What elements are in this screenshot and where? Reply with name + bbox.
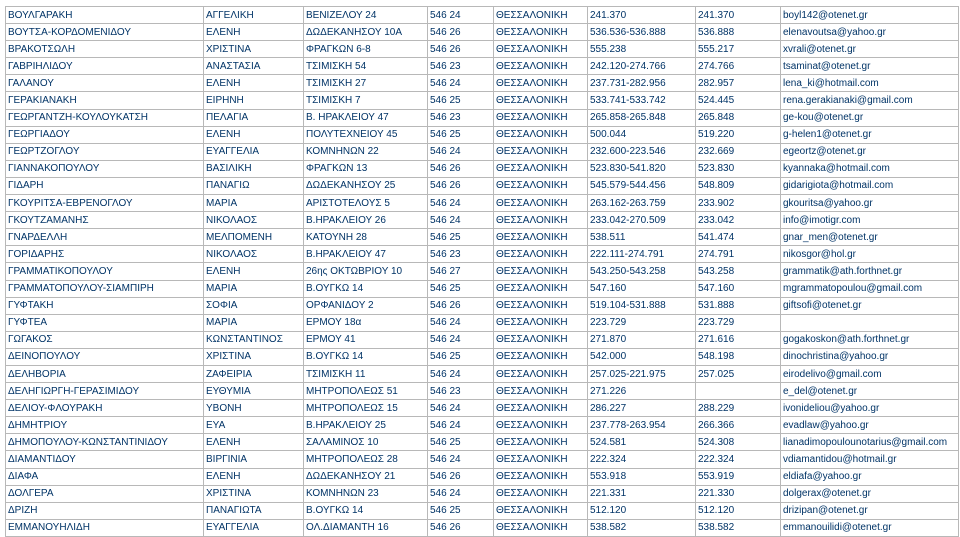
address-cell: ΟΡΦΑΝΙΔΟΥ 2: [304, 297, 428, 314]
firstname-cell: ΧΡΙΣΤΙΝΑ: [204, 41, 304, 58]
address-cell: Β.ΟΥΓΚΩ 14: [304, 502, 428, 519]
phone-cell: 523.830-541.820: [588, 160, 696, 177]
fax-cell: 538.582: [696, 519, 781, 536]
phone-cell: 545.579-544.456: [588, 177, 696, 194]
address-cell: ΣΑΛΑΜΙΝΟΣ 10: [304, 434, 428, 451]
phone-cell: 543.250-543.258: [588, 263, 696, 280]
city-cell: ΘΕΣΣΑΛΟΝΙΚΗ: [494, 75, 588, 92]
email-cell: dolgerax@otenet.gr: [781, 485, 959, 502]
email-cell: g-helen1@otenet.gr: [781, 126, 959, 143]
phone-cell: 500.044: [588, 126, 696, 143]
email-cell: emmanouilidi@otenet.gr: [781, 519, 959, 536]
table-row: [6, 58, 959, 75]
phone-cell: 223.729: [588, 314, 696, 331]
firstname-cell: ΠΑΝΑΓΙΩΤΑ: [204, 502, 304, 519]
table-row: [6, 7, 959, 24]
firstname-cell: ΕΛΕΝΗ: [204, 468, 304, 485]
table-row: [6, 160, 959, 177]
city-cell: ΘΕΣΣΑΛΟΝΙΚΗ: [494, 263, 588, 280]
phone-cell: 519.104-531.888: [588, 297, 696, 314]
phone-cell: 242.120-274.766: [588, 58, 696, 75]
firstname-cell: ΕΛΕΝΗ: [204, 263, 304, 280]
address-cell: Β.ΟΥΓΚΩ 14: [304, 280, 428, 297]
fax-cell: [696, 383, 781, 400]
firstname-cell: ΖΑΦΕΙΡΙΑ: [204, 365, 304, 382]
phone-cell: 263.162-263.759: [588, 195, 696, 212]
postcode-cell: 546 25: [428, 434, 494, 451]
address-cell: ΦΡΑΓΚΩΝ 13: [304, 160, 428, 177]
city-cell: ΘΕΣΣΑΛΟΝΙΚΗ: [494, 195, 588, 212]
phone-cell: 524.581: [588, 434, 696, 451]
table-row: [6, 417, 959, 434]
firstname-cell: ΠΑΝΑΓΙΩ: [204, 177, 304, 194]
email-cell: gkouritsa@yahoo.gr: [781, 195, 959, 212]
fax-cell: 524.308: [696, 434, 781, 451]
postcode-cell: 546 24: [428, 143, 494, 160]
email-cell: egeortz@otenet.gr: [781, 143, 959, 160]
address-cell: ΦΡΑΓΚΩΝ 6-8: [304, 41, 428, 58]
phone-cell: 221.331: [588, 485, 696, 502]
address-cell: ΟΛ.ΔΙΑΜΑΝΤΗ 16: [304, 519, 428, 536]
address-cell: ΕΡΜΟΥ 41: [304, 331, 428, 348]
postcode-cell: 546 24: [428, 331, 494, 348]
firstname-cell: ΣΟΦΙΑ: [204, 297, 304, 314]
postcode-cell: 546 26: [428, 160, 494, 177]
postcode-cell: 546 24: [428, 400, 494, 417]
city-cell: ΘΕΣΣΑΛΟΝΙΚΗ: [494, 297, 588, 314]
city-cell: ΘΕΣΣΑΛΟΝΙΚΗ: [494, 502, 588, 519]
firstname-cell: ΕΥΑ: [204, 417, 304, 434]
table-row: [6, 297, 959, 314]
address-cell: ΔΩΔΕΚΑΝΗΣΟΥ 21: [304, 468, 428, 485]
fax-cell: 265.848: [696, 109, 781, 126]
fax-cell: 232.669: [696, 143, 781, 160]
city-cell: ΘΕΣΣΑΛΟΝΙΚΗ: [494, 348, 588, 365]
surname-cell: ΓΩΓΑΚΟΣ: [6, 331, 204, 348]
postcode-cell: 546 23: [428, 246, 494, 263]
table-row: [6, 195, 959, 212]
postcode-cell: 546 24: [428, 314, 494, 331]
fax-cell: 233.902: [696, 195, 781, 212]
phone-cell: 233.042-270.509: [588, 212, 696, 229]
fax-cell: 274.766: [696, 58, 781, 75]
surname-cell: ΔΕΙΝΟΠΟΥΛΟΥ: [6, 348, 204, 365]
city-cell: ΘΕΣΣΑΛΟΝΙΚΗ: [494, 434, 588, 451]
table-row: [6, 434, 959, 451]
firstname-cell: ΧΡΙΣΤΙΝΑ: [204, 348, 304, 365]
directory-table: [5, 6, 959, 537]
surname-cell: ΔΙΑΜΑΝΤΙΔΟΥ: [6, 451, 204, 468]
fax-cell: 512.120: [696, 502, 781, 519]
fax-cell: 257.025: [696, 365, 781, 382]
postcode-cell: 546 26: [428, 24, 494, 41]
firstname-cell: ΑΝΑΣΤΑΣΙΑ: [204, 58, 304, 75]
fax-cell: 548.198: [696, 348, 781, 365]
table-row: [6, 246, 959, 263]
address-cell: ΜΗΤΡΟΠΟΛΕΩΣ 51: [304, 383, 428, 400]
address-cell: Β.ΟΥΓΚΩ 14: [304, 348, 428, 365]
address-cell: ΚΑΤΟΥΝΗ 28: [304, 229, 428, 246]
phone-cell: 232.600-223.546: [588, 143, 696, 160]
postcode-cell: 546 25: [428, 229, 494, 246]
city-cell: ΘΕΣΣΑΛΟΝΙΚΗ: [494, 417, 588, 434]
email-cell: e_del@otenet.gr: [781, 383, 959, 400]
firstname-cell: ΕΛΕΝΗ: [204, 24, 304, 41]
phone-cell: 265.858-265.848: [588, 109, 696, 126]
firstname-cell: ΜΑΡΙΑ: [204, 280, 304, 297]
email-cell: eldiafa@yahoo.gr: [781, 468, 959, 485]
surname-cell: ΓΥΦΤΑΚΗ: [6, 297, 204, 314]
surname-cell: ΒΟΥΤΣΑ-ΚΟΡΔΟΜΕΝΙΔΟΥ: [6, 24, 204, 41]
phone-cell: 538.511: [588, 229, 696, 246]
address-cell: Β. ΗΡΑΚΛΕΙΟΥ 47: [304, 109, 428, 126]
firstname-cell: ΕΥΑΓΓΕΛΙΑ: [204, 143, 304, 160]
surname-cell: ΔΕΛΙΟΥ-ΦΛΟΥΡΑΚΗ: [6, 400, 204, 417]
fax-cell: 271.616: [696, 331, 781, 348]
city-cell: ΘΕΣΣΑΛΟΝΙΚΗ: [494, 109, 588, 126]
fax-cell: 221.330: [696, 485, 781, 502]
surname-cell: ΓΡΑΜΜΑΤΟΠΟΥΛΟΥ-ΣΙΑΜΠΙΡΗ: [6, 280, 204, 297]
phone-cell: 547.160: [588, 280, 696, 297]
city-cell: ΘΕΣΣΑΛΟΝΙΚΗ: [494, 229, 588, 246]
surname-cell: ΓΟΡΙΔΑΡΗΣ: [6, 246, 204, 263]
email-cell: dinochristina@yahoo.gr: [781, 348, 959, 365]
email-cell: lianadimopoulounotarius@gmail.com: [781, 434, 959, 451]
city-cell: ΘΕΣΣΑΛΟΝΙΚΗ: [494, 7, 588, 24]
email-cell: ivonideliou@yahoo.gr: [781, 400, 959, 417]
email-cell: [781, 314, 959, 331]
table-row: [6, 75, 959, 92]
email-cell: rena.gerakianaki@gmail.com: [781, 92, 959, 109]
email-cell: elenavoutsa@yahoo.gr: [781, 24, 959, 41]
address-cell: ΤΣΙΜΙΣΚΗ 11: [304, 365, 428, 382]
email-cell: tsaminat@otenet.gr: [781, 58, 959, 75]
postcode-cell: 546 25: [428, 92, 494, 109]
surname-cell: ΒΡΑΚΟΤΣΩΛΗ: [6, 41, 204, 58]
address-cell: ΔΩΔΕΚΑΝΗΣΟΥ 10Α: [304, 24, 428, 41]
phone-cell: 286.227: [588, 400, 696, 417]
table-row: [6, 468, 959, 485]
fax-cell: 282.957: [696, 75, 781, 92]
surname-cell: ΓΑΒΡΙΗΛΙΔΟΥ: [6, 58, 204, 75]
address-cell: Β.ΗΡΑΚΛΕΙΟΥ 25: [304, 417, 428, 434]
fax-cell: 524.445: [696, 92, 781, 109]
surname-cell: ΕΜΜΑΝΟΥΗΛΙΔΗ: [6, 519, 204, 536]
fax-cell: 288.229: [696, 400, 781, 417]
table-row: [6, 451, 959, 468]
city-cell: ΘΕΣΣΑΛΟΝΙΚΗ: [494, 519, 588, 536]
table-row: [6, 92, 959, 109]
firstname-cell: ΕΛΕΝΗ: [204, 75, 304, 92]
firstname-cell: ΜΑΡΙΑ: [204, 195, 304, 212]
table-row: [6, 126, 959, 143]
postcode-cell: 546 24: [428, 485, 494, 502]
table-row: [6, 229, 959, 246]
table-row: [6, 177, 959, 194]
phone-cell: 536.536-536.888: [588, 24, 696, 41]
surname-cell: ΓΥΦΤΕΑ: [6, 314, 204, 331]
surname-cell: ΓΙΑΝΝΑΚΟΠΟΥΛΟΥ: [6, 160, 204, 177]
table-row: [6, 41, 959, 58]
email-cell: info@imotigr.com: [781, 212, 959, 229]
postcode-cell: 546 26: [428, 519, 494, 536]
phone-cell: 222.324: [588, 451, 696, 468]
postcode-cell: 546 26: [428, 468, 494, 485]
postcode-cell: 546 24: [428, 212, 494, 229]
fax-cell: 223.729: [696, 314, 781, 331]
city-cell: ΘΕΣΣΑΛΟΝΙΚΗ: [494, 126, 588, 143]
email-cell: ge-kou@otenet.gr: [781, 109, 959, 126]
address-cell: ΒΕΝΙΖΕΛΟΥ 24: [304, 7, 428, 24]
table-row: [6, 365, 959, 382]
address-cell: ΕΡΜΟΥ 18α: [304, 314, 428, 331]
email-cell: eirodelivo@gmail.com: [781, 365, 959, 382]
fax-cell: 548.809: [696, 177, 781, 194]
address-cell: ΠΟΛΥΤΕΧΝΕΙΟΥ 45: [304, 126, 428, 143]
city-cell: ΘΕΣΣΑΛΟΝΙΚΗ: [494, 212, 588, 229]
fax-cell: 536.888: [696, 24, 781, 41]
fax-cell: 266.366: [696, 417, 781, 434]
surname-cell: ΔΗΜΗΤΡΙΟΥ: [6, 417, 204, 434]
surname-cell: ΓΑΛΑΝΟΥ: [6, 75, 204, 92]
phone-cell: 271.226: [588, 383, 696, 400]
postcode-cell: 546 26: [428, 297, 494, 314]
email-cell: boyl142@otenet.gr: [781, 7, 959, 24]
table-row: [6, 280, 959, 297]
firstname-cell: ΥΒΟΝΗ: [204, 400, 304, 417]
fax-cell: 523.830: [696, 160, 781, 177]
fax-cell: 222.324: [696, 451, 781, 468]
postcode-cell: 546 25: [428, 348, 494, 365]
firstname-cell: ΜΑΡΙΑ: [204, 314, 304, 331]
email-cell: vdiamantidou@hotmail.gr: [781, 451, 959, 468]
address-cell: Β.ΗΡΑΚΛΕΙΟΥ 47: [304, 246, 428, 263]
address-cell: ΔΩΔΕΚΑΝΗΣΟΥ 25: [304, 177, 428, 194]
firstname-cell: ΜΕΛΠΟΜΕΝΗ: [204, 229, 304, 246]
city-cell: ΘΕΣΣΑΛΟΝΙΚΗ: [494, 451, 588, 468]
phone-cell: 555.238: [588, 41, 696, 58]
city-cell: ΘΕΣΣΑΛΟΝΙΚΗ: [494, 331, 588, 348]
address-cell: ΜΗΤΡΟΠΟΛΕΩΣ 28: [304, 451, 428, 468]
table-row: [6, 348, 959, 365]
fax-cell: 543.258: [696, 263, 781, 280]
firstname-cell: ΝΙΚΟΛΑΟΣ: [204, 212, 304, 229]
surname-cell: ΔΟΛΓΕΡΑ: [6, 485, 204, 502]
surname-cell: ΓΕΡΑΚΙΑΝΑΚΗ: [6, 92, 204, 109]
phone-cell: 533.741-533.742: [588, 92, 696, 109]
surname-cell: ΓΕΩΡΤΖΟΓΛΟΥ: [6, 143, 204, 160]
firstname-cell: ΒΙΡΓΙΝΙΑ: [204, 451, 304, 468]
city-cell: ΘΕΣΣΑΛΟΝΙΚΗ: [494, 92, 588, 109]
phone-cell: 222.111-274.791: [588, 246, 696, 263]
surname-cell: ΔΕΛΗΓΙΩΡΓΗ-ΓΕΡΑΣΙΜΙΔΟΥ: [6, 383, 204, 400]
email-cell: nikosgor@hol.gr: [781, 246, 959, 263]
city-cell: ΘΕΣΣΑΛΟΝΙΚΗ: [494, 280, 588, 297]
city-cell: ΘΕΣΣΑΛΟΝΙΚΗ: [494, 58, 588, 75]
table-row: [6, 331, 959, 348]
firstname-cell: ΕΥΑΓΓΕΛΙΑ: [204, 519, 304, 536]
postcode-cell: 546 25: [428, 502, 494, 519]
fax-cell: 531.888: [696, 297, 781, 314]
table-row: [6, 485, 959, 502]
surname-cell: ΓΡΑΜΜΑΤΙΚΟΠΟΥΛΟΥ: [6, 263, 204, 280]
city-cell: ΘΕΣΣΑΛΟΝΙΚΗ: [494, 41, 588, 58]
phone-cell: 512.120: [588, 502, 696, 519]
fax-cell: 555.217: [696, 41, 781, 58]
phone-cell: 553.918: [588, 468, 696, 485]
city-cell: ΘΕΣΣΑΛΟΝΙΚΗ: [494, 468, 588, 485]
city-cell: ΘΕΣΣΑΛΟΝΙΚΗ: [494, 160, 588, 177]
address-cell: ΚΟΜΝΗΝΩΝ 23: [304, 485, 428, 502]
fax-cell: 274.791: [696, 246, 781, 263]
surname-cell: ΔΙΑΦΑ: [6, 468, 204, 485]
firstname-cell: ΧΡΙΣΤΙΝΑ: [204, 485, 304, 502]
fax-cell: 233.042: [696, 212, 781, 229]
fax-cell: 519.220: [696, 126, 781, 143]
address-cell: ΑΡΙΣΤΟΤΕΛΟΥΣ 5: [304, 195, 428, 212]
postcode-cell: 546 25: [428, 280, 494, 297]
firstname-cell: ΕΛΕΝΗ: [204, 434, 304, 451]
table-row: [6, 212, 959, 229]
fax-cell: 553.919: [696, 468, 781, 485]
phone-cell: 538.582: [588, 519, 696, 536]
surname-cell: ΔΕΛΗΒΟΡΙΑ: [6, 365, 204, 382]
postcode-cell: 546 24: [428, 7, 494, 24]
email-cell: giftsofi@otenet.gr: [781, 297, 959, 314]
table-row: [6, 314, 959, 331]
firstname-cell: ΝΙΚΟΛΑΟΣ: [204, 246, 304, 263]
firstname-cell: ΒΑΣΙΛΙΚΗ: [204, 160, 304, 177]
fax-cell: 241.370: [696, 7, 781, 24]
firstname-cell: ΕΥΘΥΜΙΑ: [204, 383, 304, 400]
city-cell: ΘΕΣΣΑΛΟΝΙΚΗ: [494, 365, 588, 382]
postcode-cell: 546 24: [428, 195, 494, 212]
surname-cell: ΓΚΟΥΤΖΑΜΑΝΗΣ: [6, 212, 204, 229]
address-cell: 26ης ΟΚΤΩΒΡΙΟΥ 10: [304, 263, 428, 280]
postcode-cell: 546 24: [428, 365, 494, 382]
email-cell: xvrali@otenet.gr: [781, 41, 959, 58]
surname-cell: ΔΡΙΖΗ: [6, 502, 204, 519]
table-row: [6, 143, 959, 160]
city-cell: ΘΕΣΣΑΛΟΝΙΚΗ: [494, 143, 588, 160]
address-cell: ΜΗΤΡΟΠΟΛΕΩΣ 15: [304, 400, 428, 417]
firstname-cell: ΠΕΛΑΓΙΑ: [204, 109, 304, 126]
phone-cell: 257.025-221.975: [588, 365, 696, 382]
surname-cell: ΓΕΩΡΓΙΑΔΟΥ: [6, 126, 204, 143]
fax-cell: 547.160: [696, 280, 781, 297]
email-cell: mgrammatopoulou@gmail.com: [781, 280, 959, 297]
surname-cell: ΔΗΜΟΠΟΥΛΟΥ-ΚΩΝΣΤΑΝΤΙΝΙΔΟΥ: [6, 434, 204, 451]
table-row: [6, 109, 959, 126]
postcode-cell: 546 23: [428, 383, 494, 400]
table-row: [6, 519, 959, 536]
table-body: [6, 7, 959, 537]
phone-cell: 271.870: [588, 331, 696, 348]
postcode-cell: 546 26: [428, 41, 494, 58]
address-cell: ΤΣΙΜΙΣΚΗ 27: [304, 75, 428, 92]
surname-cell: ΓΕΩΡΓΑΝΤΖΗ-ΚΟΥΛΟΥΚΑΤΣΗ: [6, 109, 204, 126]
firstname-cell: ΑΓΓΕΛΙΚΗ: [204, 7, 304, 24]
postcode-cell: 546 24: [428, 75, 494, 92]
email-cell: lena_ki@hotmail.com: [781, 75, 959, 92]
postcode-cell: 546 23: [428, 109, 494, 126]
city-cell: ΘΕΣΣΑΛΟΝΙΚΗ: [494, 314, 588, 331]
surname-cell: ΓΚΟΥΡΙΤΣΑ-ΕΒΡΕΝΟΓΛΟΥ: [6, 195, 204, 212]
address-cell: ΚΟΜΝΗΝΩΝ 22: [304, 143, 428, 160]
city-cell: ΘΕΣΣΑΛΟΝΙΚΗ: [494, 24, 588, 41]
phone-cell: 237.731-282.956: [588, 75, 696, 92]
city-cell: ΘΕΣΣΑΛΟΝΙΚΗ: [494, 177, 588, 194]
address-cell: ΤΣΙΜΙΣΚΗ 54: [304, 58, 428, 75]
email-cell: gidarigiota@hotmail.com: [781, 177, 959, 194]
table-row: [6, 383, 959, 400]
firstname-cell: ΚΩΝΣΤΑΝΤΙΝΟΣ: [204, 331, 304, 348]
firstname-cell: ΕΛΕΝΗ: [204, 126, 304, 143]
table-row: [6, 502, 959, 519]
postcode-cell: 546 23: [428, 58, 494, 75]
city-cell: ΘΕΣΣΑΛΟΝΙΚΗ: [494, 246, 588, 263]
postcode-cell: 546 26: [428, 177, 494, 194]
fax-cell: 541.474: [696, 229, 781, 246]
postcode-cell: 546 24: [428, 417, 494, 434]
email-cell: gnar_men@otenet.gr: [781, 229, 959, 246]
address-cell: Β.ΗΡΑΚΛΕΙΟΥ 26: [304, 212, 428, 229]
city-cell: ΘΕΣΣΑΛΟΝΙΚΗ: [494, 400, 588, 417]
table-row: [6, 400, 959, 417]
firstname-cell: ΕΙΡΗΝΗ: [204, 92, 304, 109]
postcode-cell: 546 27: [428, 263, 494, 280]
surname-cell: ΓΝΑΡΔΕΛΛΗ: [6, 229, 204, 246]
postcode-cell: 546 25: [428, 126, 494, 143]
email-cell: drizipan@otenet.gr: [781, 502, 959, 519]
email-cell: evadlaw@yahoo.gr: [781, 417, 959, 434]
table-row: [6, 24, 959, 41]
surname-cell: ΓΙΔΑΡΗ: [6, 177, 204, 194]
table-row: [6, 263, 959, 280]
phone-cell: 237.778-263.954: [588, 417, 696, 434]
email-cell: gogakoskon@ath.forthnet.gr: [781, 331, 959, 348]
directory-sheet: [5, 6, 958, 537]
email-cell: grammatik@ath.forthnet.gr: [781, 263, 959, 280]
address-cell: ΤΣΙΜΙΣΚΗ 7: [304, 92, 428, 109]
postcode-cell: 546 24: [428, 451, 494, 468]
phone-cell: 542.000: [588, 348, 696, 365]
city-cell: ΘΕΣΣΑΛΟΝΙΚΗ: [494, 485, 588, 502]
city-cell: ΘΕΣΣΑΛΟΝΙΚΗ: [494, 383, 588, 400]
email-cell: kyannaka@hotmail.com: [781, 160, 959, 177]
surname-cell: ΒΟΥΛΓΑΡΑΚΗ: [6, 7, 204, 24]
phone-cell: 241.370: [588, 7, 696, 24]
